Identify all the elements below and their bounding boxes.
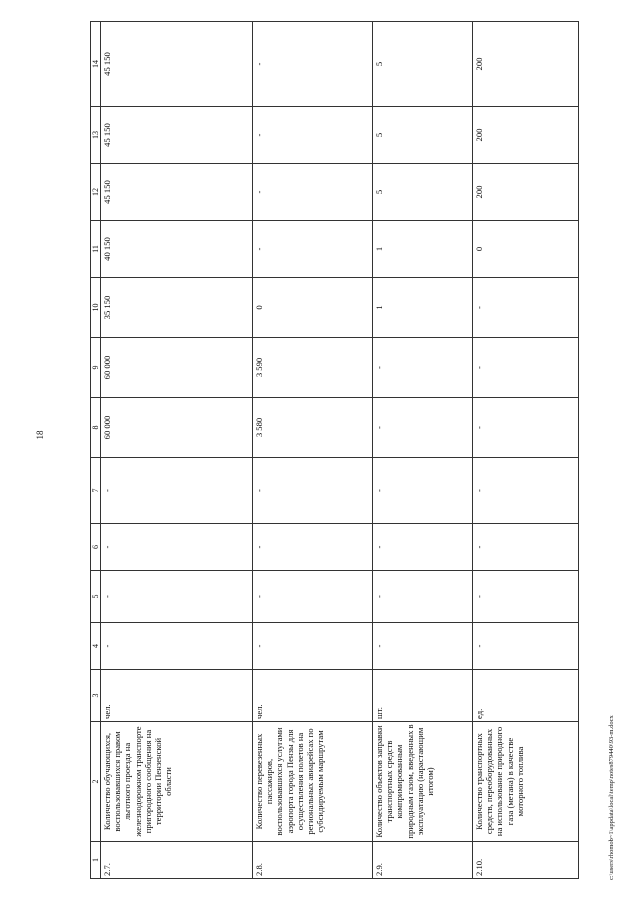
col-header: 11 <box>91 221 101 278</box>
cell-value: 200 <box>473 107 579 164</box>
header-row <box>91 22 101 879</box>
cell-value: - <box>473 524 579 571</box>
col-header: 3 <box>91 670 101 722</box>
col-header: 12 <box>91 164 101 221</box>
cell-value: 40 150 <box>101 221 253 278</box>
row-number: 2.9. <box>373 842 473 879</box>
row-number: 2.7. <box>101 842 253 879</box>
cell-value: - <box>373 338 473 398</box>
cell-value: 200 <box>473 22 579 107</box>
table-row <box>473 22 579 879</box>
row-unit: шт. <box>373 670 473 722</box>
cell-value: - <box>373 398 473 458</box>
cell-value: - <box>253 524 373 571</box>
cell-value: 5 <box>373 164 473 221</box>
rotated-table-container <box>90 22 605 879</box>
cell-value: - <box>473 571 579 623</box>
cell-value: 200 <box>473 164 579 221</box>
cell-value: 3 590 <box>253 338 373 398</box>
cell-value: 5 <box>373 107 473 164</box>
col-header: 4 <box>91 623 101 670</box>
cell-value: 60 000 <box>101 398 253 458</box>
col-header: 7 <box>91 458 101 524</box>
col-header: 6 <box>91 524 101 571</box>
cell-value: 60 000 <box>101 338 253 398</box>
col-header: 14 <box>91 22 101 107</box>
cell-value: 1 <box>373 221 473 278</box>
table-row <box>253 22 373 879</box>
cell-value: - <box>473 338 579 398</box>
col-header: 5 <box>91 571 101 623</box>
row-number: 2.8. <box>253 842 373 879</box>
file-path-footer: c:\users\rhomob~1\appdata\local\temp\notes879440\93-m.docx <box>608 715 615 880</box>
cell-value: 35 150 <box>101 278 253 338</box>
cell-value: - <box>253 221 373 278</box>
cell-value: - <box>101 623 253 670</box>
cell-value: 5 <box>373 22 473 107</box>
row-number: 2.10. <box>473 842 579 879</box>
cell-value: - <box>101 458 253 524</box>
cell-value: - <box>473 623 579 670</box>
cell-value: - <box>373 458 473 524</box>
cell-value: 0 <box>473 221 579 278</box>
cell-value: - <box>373 524 473 571</box>
cell-value: - <box>253 22 373 107</box>
cell-value: - <box>373 623 473 670</box>
cell-value: 45 150 <box>101 22 253 107</box>
cell-value: - <box>473 398 579 458</box>
table-row <box>373 22 473 879</box>
row-description: Количество обучающихся, воспользовавшихся правом льготного проезда на железнодорожном транспорте пригородного сообщения на территории Пензенской области <box>101 722 253 842</box>
cell-value: 45 150 <box>101 164 253 221</box>
col-header: 9 <box>91 338 101 398</box>
row-description: Количество транспортных средств, переоборудованных на использование природного газа (метана) в качестве моторного топлива <box>473 722 579 842</box>
row-description: Количество перевезенных пассажиров, воспользовавшихся услугами аэропорта города Пензы для осуществления полетов на региональных авиарейсах по субсидируемым маршрутам <box>253 722 373 842</box>
row-unit: ед. <box>473 670 579 722</box>
cell-value: 3 580 <box>253 398 373 458</box>
col-header: 1 <box>91 842 101 879</box>
cell-value: - <box>253 571 373 623</box>
cell-value: 0 <box>253 278 373 338</box>
cell-value: 45 150 <box>101 107 253 164</box>
indicators-table <box>90 21 579 879</box>
cell-value: - <box>373 571 473 623</box>
cell-value: - <box>253 107 373 164</box>
col-header: 13 <box>91 107 101 164</box>
row-unit: чел. <box>253 670 373 722</box>
page-number: 18 <box>35 430 45 440</box>
col-header: 10 <box>91 278 101 338</box>
cell-value: - <box>101 571 253 623</box>
cell-value: - <box>253 623 373 670</box>
cell-value: - <box>473 278 579 338</box>
cell-value: - <box>101 524 253 571</box>
col-header: 8 <box>91 398 101 458</box>
cell-value: 1 <box>373 278 473 338</box>
row-description: Количество объектов заправки транспортных средств компримированным природным газом, введенных в эксплуатацию (нарастающим итогом) <box>373 722 473 842</box>
cell-value: - <box>473 458 579 524</box>
row-unit: чел. <box>101 670 253 722</box>
col-header: 2 <box>91 722 101 842</box>
cell-value: - <box>253 458 373 524</box>
cell-value: - <box>253 164 373 221</box>
table-row <box>101 22 253 879</box>
